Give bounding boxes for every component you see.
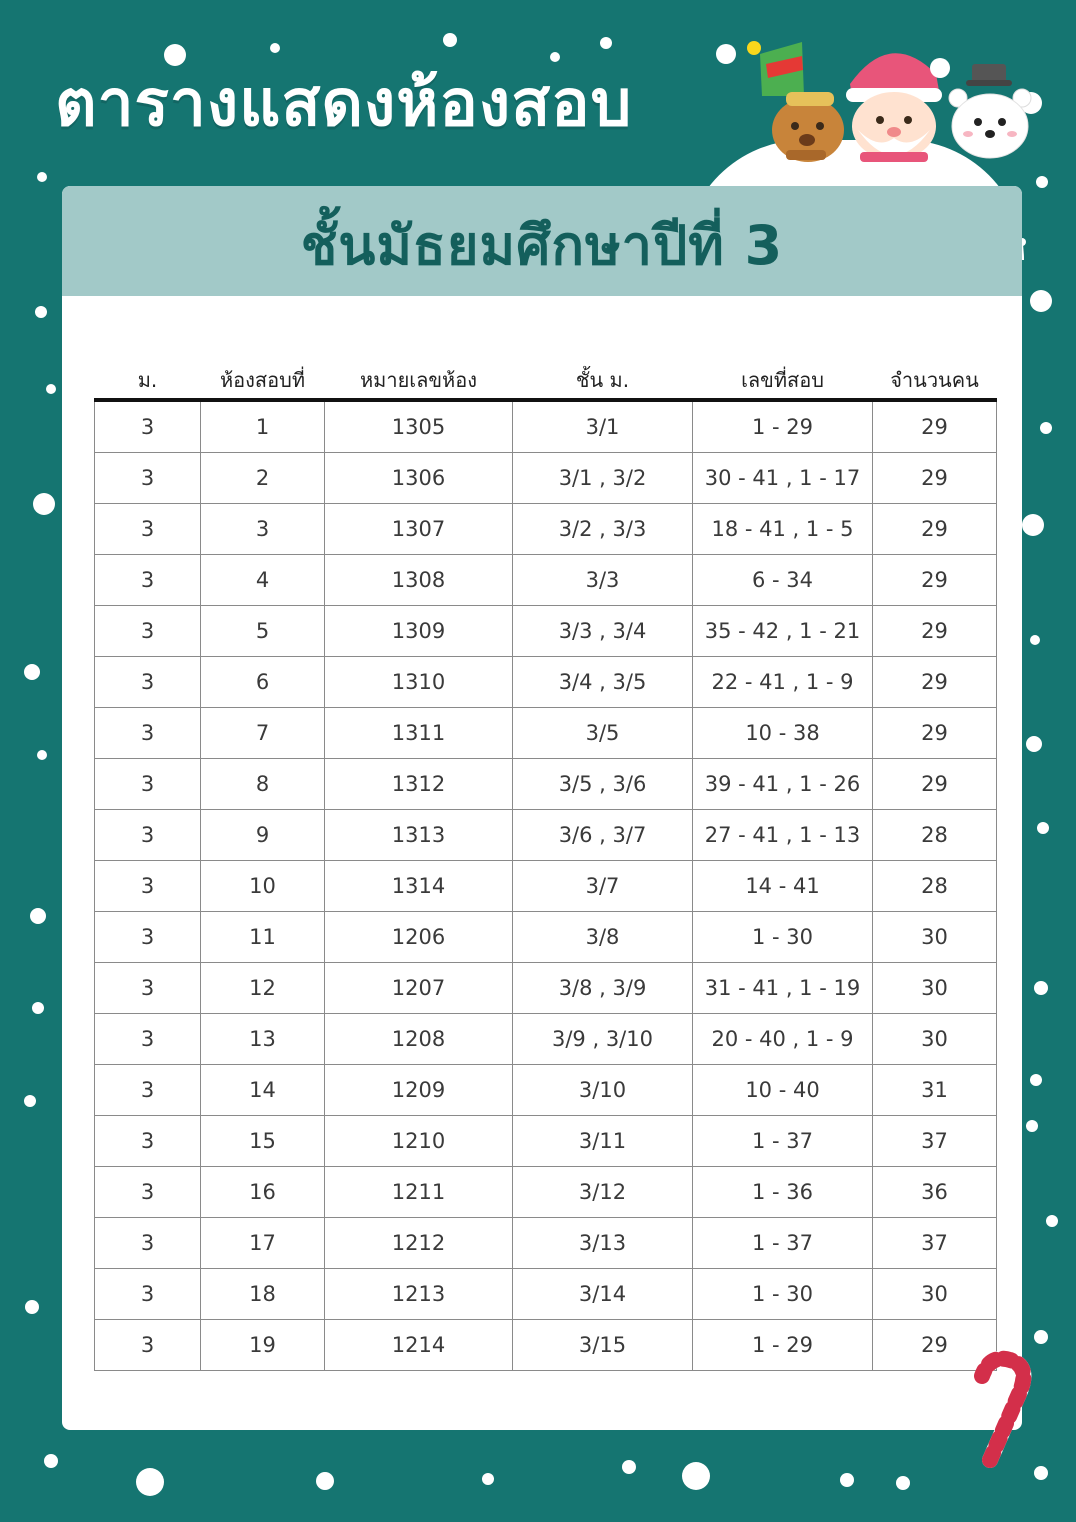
cell-seat-numbers: 22 - 41 , 1 - 9 (693, 657, 873, 708)
table-row (95, 657, 997, 708)
cell-class: 3/13 (513, 1218, 693, 1269)
cell-student-count: 37 (873, 1218, 997, 1269)
cell-student-count: 29 (873, 606, 997, 657)
cell-class: 3/1 , 3/2 (513, 453, 693, 504)
cell-exam-room: 16 (201, 1167, 325, 1218)
page-title: ตารางแสดงห้องสอบ (55, 67, 633, 141)
cell-exam-room: 18 (201, 1269, 325, 1320)
header-room-number: หมายเลขห้อง (325, 362, 513, 400)
table-row (95, 400, 997, 453)
cell-room-number: 1211 (325, 1167, 513, 1218)
cell-room-number: 1209 (325, 1065, 513, 1116)
cell-exam-room: 2 (201, 453, 325, 504)
cell-class: 3/11 (513, 1116, 693, 1167)
cell-class: 3/4 , 3/5 (513, 657, 693, 708)
cell-grade: 3 (95, 1014, 201, 1065)
cell-student-count: 29 (873, 1320, 997, 1371)
cell-room-number: 1311 (325, 708, 513, 759)
cell-student-count: 28 (873, 861, 997, 912)
table-body (95, 400, 997, 1371)
table-row (95, 606, 997, 657)
cell-class: 3/9 , 3/10 (513, 1014, 693, 1065)
cell-room-number: 1306 (325, 453, 513, 504)
cell-room-number: 1210 (325, 1116, 513, 1167)
cell-seat-numbers: 10 - 38 (693, 708, 873, 759)
cell-student-count: 37 (873, 1116, 997, 1167)
cell-class: 3/14 (513, 1269, 693, 1320)
cell-room-number: 1314 (325, 861, 513, 912)
cell-seat-numbers: 31 - 41 , 1 - 19 (693, 963, 873, 1014)
cell-student-count: 29 (873, 453, 997, 504)
cell-exam-room: 11 (201, 912, 325, 963)
cell-room-number: 1208 (325, 1014, 513, 1065)
cell-student-count: 30 (873, 1269, 997, 1320)
header-seat-numbers: เลขที่สอบ (693, 362, 873, 400)
cell-grade: 3 (95, 400, 201, 453)
cell-seat-numbers: 10 - 40 (693, 1065, 873, 1116)
cell-grade: 3 (95, 1269, 201, 1320)
table-row (95, 1116, 997, 1167)
table-row (95, 810, 997, 861)
header-exam-room: ห้องสอบที่ (201, 362, 325, 400)
header-student-count: จำนวนคน (873, 362, 997, 400)
cell-class: 3/8 (513, 912, 693, 963)
table-row (95, 1065, 997, 1116)
cell-grade: 3 (95, 1065, 201, 1116)
cell-class: 3/5 , 3/6 (513, 759, 693, 810)
cell-room-number: 1308 (325, 555, 513, 606)
cell-class: 3/5 (513, 708, 693, 759)
cell-class: 3/10 (513, 1065, 693, 1116)
cell-student-count: 29 (873, 708, 997, 759)
cell-room-number: 1310 (325, 657, 513, 708)
cell-room-number: 1214 (325, 1320, 513, 1371)
cell-seat-numbers: 14 - 41 (693, 861, 873, 912)
table-row (95, 1167, 997, 1218)
cell-student-count: 36 (873, 1167, 997, 1218)
table-row (95, 1320, 997, 1371)
cell-grade: 3 (95, 1320, 201, 1371)
table-header (95, 362, 997, 400)
cell-room-number: 1313 (325, 810, 513, 861)
cell-student-count: 29 (873, 759, 997, 810)
cell-exam-room: 4 (201, 555, 325, 606)
cell-exam-room: 5 (201, 606, 325, 657)
cell-class: 3/15 (513, 1320, 693, 1371)
cell-class: 3/12 (513, 1167, 693, 1218)
cell-seat-numbers: 30 - 41 , 1 - 17 (693, 453, 873, 504)
cell-seat-numbers: 1 - 30 (693, 1269, 873, 1320)
cell-grade: 3 (95, 1218, 201, 1269)
cell-student-count: 31 (873, 1065, 997, 1116)
cell-grade: 3 (95, 963, 201, 1014)
cell-seat-numbers: 1 - 29 (693, 400, 873, 453)
cell-grade: 3 (95, 1167, 201, 1218)
cell-exam-room: 3 (201, 504, 325, 555)
cell-room-number: 1307 (325, 504, 513, 555)
table-row (95, 1014, 997, 1065)
cell-grade: 3 (95, 657, 201, 708)
cell-room-number: 1206 (325, 912, 513, 963)
cell-seat-numbers: 20 - 40 , 1 - 9 (693, 1014, 873, 1065)
cell-seat-numbers: 39 - 41 , 1 - 26 (693, 759, 873, 810)
table-row (95, 963, 997, 1014)
cell-student-count: 30 (873, 1014, 997, 1065)
cell-exam-room: 14 (201, 1065, 325, 1116)
cell-student-count: 29 (873, 504, 997, 555)
cell-exam-room: 8 (201, 759, 325, 810)
table-row (95, 912, 997, 963)
cell-student-count: 29 (873, 555, 997, 606)
cell-grade: 3 (95, 504, 201, 555)
cell-class: 3/7 (513, 861, 693, 912)
header-grade: ม. (95, 362, 201, 400)
cell-grade: 3 (95, 453, 201, 504)
cell-room-number: 1309 (325, 606, 513, 657)
cell-class: 3/1 (513, 400, 693, 453)
cell-seat-numbers: 18 - 41 , 1 - 5 (693, 504, 873, 555)
cell-room-number: 1212 (325, 1218, 513, 1269)
candy-cane-icon (968, 1350, 1048, 1470)
cell-seat-numbers: 27 - 41 , 1 - 13 (693, 810, 873, 861)
cell-grade: 3 (95, 606, 201, 657)
cell-class: 3/3 , 3/4 (513, 606, 693, 657)
cell-room-number: 1207 (325, 963, 513, 1014)
cell-student-count: 29 (873, 400, 997, 453)
cell-exam-room: 12 (201, 963, 325, 1014)
cell-grade: 3 (95, 810, 201, 861)
cell-exam-room: 19 (201, 1320, 325, 1371)
table-row (95, 759, 997, 810)
cell-exam-room: 15 (201, 1116, 325, 1167)
cell-room-number: 1305 (325, 400, 513, 453)
cell-exam-room: 7 (201, 708, 325, 759)
exam-room-card (62, 186, 1022, 1430)
table-row (95, 1218, 997, 1269)
cell-class: 3/3 (513, 555, 693, 606)
cell-exam-room: 10 (201, 861, 325, 912)
table-row (95, 453, 997, 504)
cell-seat-numbers: 1 - 29 (693, 1320, 873, 1371)
cell-seat-numbers: 1 - 37 (693, 1218, 873, 1269)
header-class: ชั้น ม. (513, 362, 693, 400)
cell-grade: 3 (95, 1116, 201, 1167)
polar-bear-icon (949, 64, 1031, 158)
subtitle-band (62, 186, 1022, 296)
table-row (95, 861, 997, 912)
cell-room-number: 1213 (325, 1269, 513, 1320)
cell-grade: 3 (95, 555, 201, 606)
cell-grade: 3 (95, 861, 201, 912)
cell-exam-room: 13 (201, 1014, 325, 1065)
gingerbread-elf-icon (747, 41, 844, 162)
subtitle: ชั้นมัธยมศึกษาปีที่ 3 (300, 214, 784, 277)
cell-room-number: 1312 (325, 759, 513, 810)
cell-student-count: 29 (873, 657, 997, 708)
cell-grade: 3 (95, 708, 201, 759)
cell-class: 3/8 , 3/9 (513, 963, 693, 1014)
table-row (95, 555, 997, 606)
cell-seat-numbers: 35 - 42 , 1 - 21 (693, 606, 873, 657)
cell-grade: 3 (95, 759, 201, 810)
cell-class: 3/2 , 3/3 (513, 504, 693, 555)
cell-seat-numbers: 1 - 36 (693, 1167, 873, 1218)
cell-student-count: 28 (873, 810, 997, 861)
cell-student-count: 30 (873, 963, 997, 1014)
holiday-characters (740, 34, 1040, 164)
cell-exam-room: 1 (201, 400, 325, 453)
exam-room-table (94, 362, 997, 1371)
table-row (95, 504, 997, 555)
santa-icon (846, 53, 950, 162)
table-row (95, 708, 997, 759)
exam-room-table-wrap (94, 362, 996, 1371)
table-row (95, 1269, 997, 1320)
cell-class: 3/6 , 3/7 (513, 810, 693, 861)
cell-student-count: 30 (873, 912, 997, 963)
cell-grade: 3 (95, 912, 201, 963)
cell-exam-room: 17 (201, 1218, 325, 1269)
cell-exam-room: 9 (201, 810, 325, 861)
cell-seat-numbers: 6 - 34 (693, 555, 873, 606)
cell-seat-numbers: 1 - 37 (693, 1116, 873, 1167)
cell-exam-room: 6 (201, 657, 325, 708)
cell-seat-numbers: 1 - 30 (693, 912, 873, 963)
